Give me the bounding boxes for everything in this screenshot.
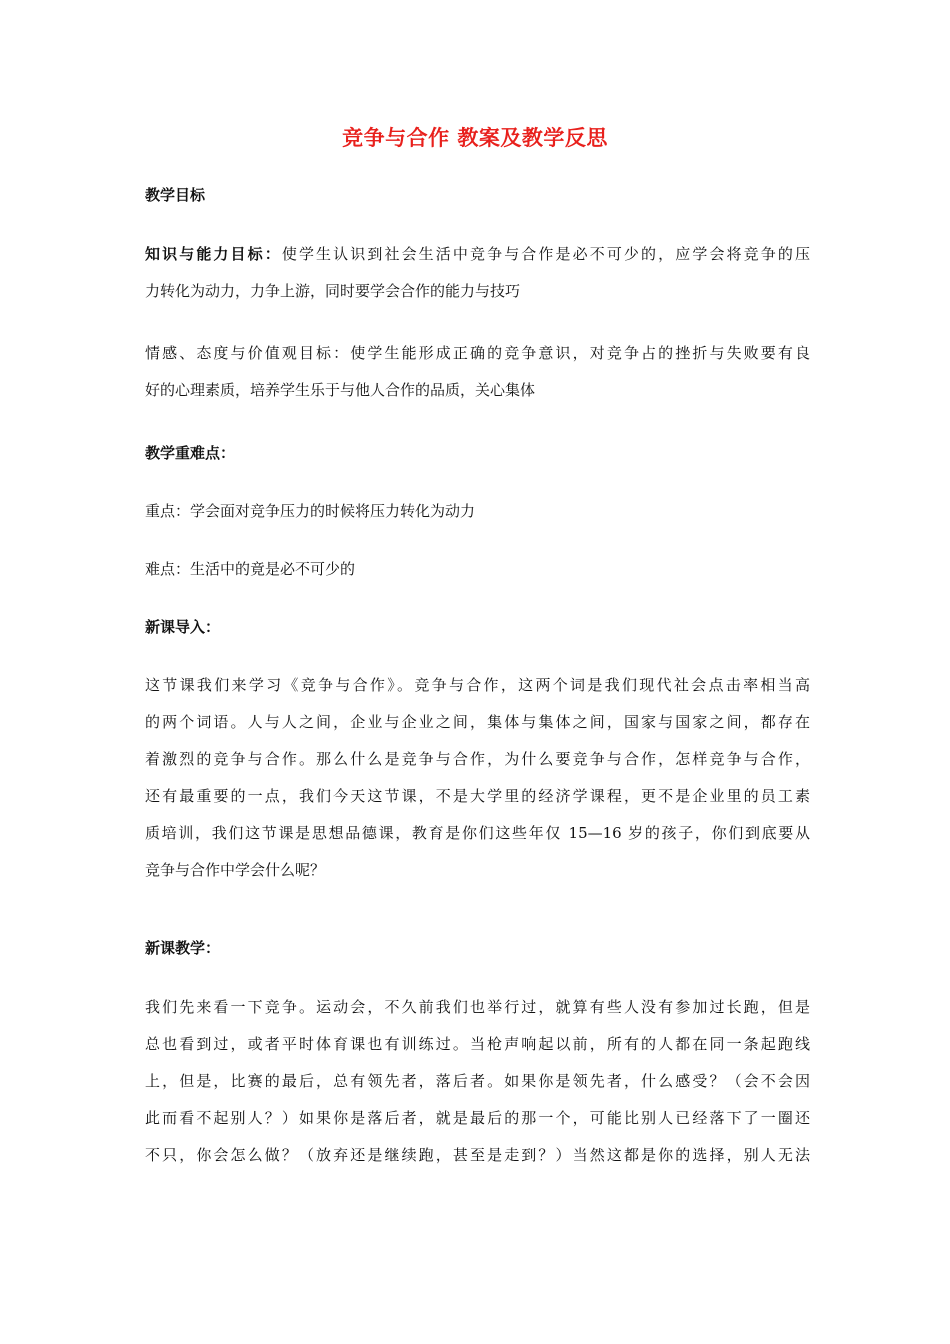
knowledge-objective-paragraph — [145, 236, 810, 310]
intro-line-1: 这节课我们来学习《竞争与合作》。竞争与合作，这两个词是我们现代社会点击率相当高 — [145, 676, 810, 694]
document-title: 竞争与合作 教案及教学反思 — [342, 126, 608, 150]
emotion-objective-paragraph — [145, 335, 810, 409]
emotion-objective-line-1: 情感、态度与价值观目标：使学生能形成正确的竞争意识，对竞争占的挫折与失败要有良 — [145, 344, 810, 362]
teaching-heading: 新课教学： — [145, 939, 221, 957]
key-points-heading: 教学重难点： — [145, 444, 236, 462]
teaching-line-1: 我们先来看一下竞争。运动会，不久前我们也举行过，就算有些人没有参加过长跑，但是 — [145, 998, 810, 1016]
teaching-paragraph — [145, 989, 810, 1174]
key-point: 重点：学会面对竞争压力的时候将压力转化为动力 — [145, 502, 476, 520]
objectives-heading-block — [145, 177, 810, 214]
difficult-point: 难点：生活中的竟是必不可少的 — [145, 560, 356, 578]
key-points-heading-block — [145, 435, 810, 472]
intro-heading-block — [145, 609, 810, 646]
teaching-line-5: 不只，你会怎么做？（放弃还是继续跑，甚至是走到？）当然这都是你的选择，别人无法 — [145, 1146, 810, 1164]
key-point-block — [145, 493, 810, 530]
knowledge-objective-line-2: 力转化为动力，力争上游，同时要学会合作的能力与技巧 — [145, 282, 521, 300]
intro-line-6: 竞争与合作中学会什么呢？ — [145, 861, 326, 879]
intro-heading: 新课导入： — [145, 618, 221, 636]
intro-line-4: 还有最重要的一点，我们今天这节课，不是大学里的经济学课程，更不是企业里的员工素 — [145, 787, 810, 805]
intro-line-3: 着激烈的竞争与合作。那么什么是竞争与合作，为什么要竞争与合作，怎样竞争与合作， — [145, 750, 810, 768]
intro-line-5: 质培训，我们这节课是思想品德课，教育是你们这些年仅 15—16 岁的孩子，你们到底要从 — [145, 824, 810, 842]
knowledge-objective-text: 使学生认识到社会生活中竞争与合作是必不可少的，应学会将竞争的压 — [281, 245, 810, 263]
teaching-line-4: 此而看不起别人？）如果你是落后者，就是最后的那一个，可能比别人已经落下了一圈还 — [145, 1109, 810, 1127]
difficult-point-block — [145, 551, 810, 588]
intro-line-2: 的两个词语。人与人之间，企业与企业之间，集体与集体之间，国家与国家之间，都存在 — [145, 713, 810, 731]
objectives-heading: 教学目标 — [145, 186, 206, 204]
intro-paragraph — [145, 667, 810, 889]
knowledge-objective-label: 知识与能力目标： — [145, 245, 282, 263]
teaching-heading-block — [145, 930, 810, 967]
emotion-objective-line-2: 好的心理素质，培养学生乐于与他人合作的品质，关心集体 — [145, 381, 536, 399]
knowledge-objective-line-1 — [145, 236, 810, 273]
teaching-line-2: 总也看到过，或者平时体育课也有训练过。当枪声响起以前，所有的人都在同一条起跑线 — [145, 1035, 810, 1053]
teaching-line-3: 上，但是，比赛的最后，总有领先者，落后者。如果你是领先者，什么感受？（会不会因 — [145, 1072, 810, 1090]
